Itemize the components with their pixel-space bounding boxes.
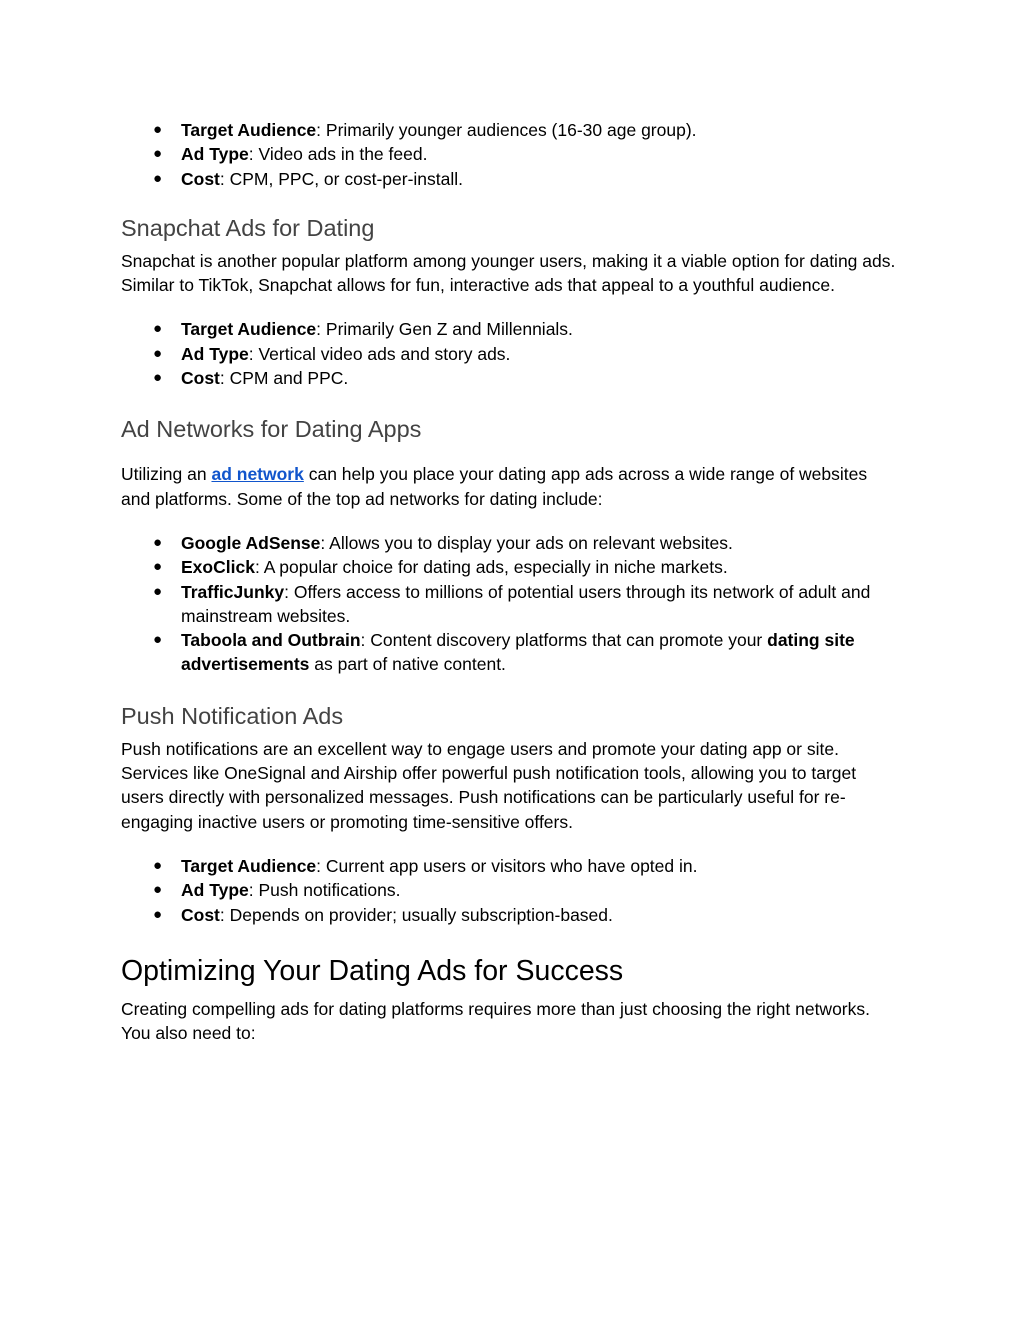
list-item-label: Target Audience [181, 120, 317, 140]
snapchat-ad-details-list [121, 317, 901, 390]
list-item-label: ExoClick [181, 557, 255, 578]
list-item-label: Target Audience [181, 855, 317, 876]
list-item-text: as part of native content. [309, 654, 506, 675]
ad-networks-paragraph [121, 462, 901, 511]
list-item-text: : CPM, PPC, or cost-per-install. [219, 168, 464, 189]
push-notification-paragraph: Push notifications are an excellent way to engage users and promote your dating app or site. Services like OneSignal and Airship offer powerful push notification tools, allowing you to target users directly with personalized messages. Push notifications can be particularly useful for re-engaging inactive users or promoting time-sensitive offers. [121, 738, 857, 832]
tiktok-ad-details-list [121, 118, 901, 191]
list-item-label: Google AdSense [181, 532, 321, 553]
bullet-icon: ● [153, 582, 163, 600]
list-item-text: : Video ads in the feed. [248, 144, 428, 165]
optimizing-heading: Optimizing Your Dating Ads for Success [121, 954, 624, 987]
bullet-icon: ● [153, 881, 163, 899]
ad-network-link[interactable]: ad network [211, 464, 304, 485]
ad-networks-list [121, 531, 901, 677]
paragraph-text: Utilizing an [121, 464, 212, 485]
list-item [121, 531, 901, 555]
list-item-text: : Allows you to display your ads on relevant websites. [320, 532, 733, 553]
list-item [121, 903, 901, 927]
list-item-text: : Current app users or visitors who have opted in. [316, 855, 698, 876]
list-item [121, 580, 901, 629]
bullet-icon: ● [153, 320, 163, 338]
bullet-icon: ● [153, 344, 163, 362]
snapchat-heading: Snapchat Ads for Dating [121, 214, 375, 241]
snapchat-paragraph: Snapchat is another popular platform among younger users, making it a viable option for dating ads. Similar to TikTok, Snapchat allows for fun, interactive ads that appeal to a youthful audience. [121, 250, 896, 296]
list-item-label: Ad Type [181, 880, 249, 901]
bullet-icon: ● [153, 145, 163, 163]
list-item [121, 878, 901, 902]
list-item [121, 142, 901, 166]
list-item [121, 118, 901, 142]
bullet-icon: ● [153, 558, 163, 576]
paragraph-text: can help you place your dating app ads across a wide range of websites and platforms. Some of the top ad networks for dating include: [121, 464, 868, 509]
list-item-text: : Primarily Gen Z and Millennials. [316, 319, 573, 340]
bullet-icon: ● [153, 169, 163, 187]
bullet-icon: ● [153, 369, 163, 387]
bullet-icon: ● [153, 631, 163, 649]
list-item-label: Ad Type [181, 144, 249, 165]
list-item-label: Cost [181, 368, 220, 389]
push-notification-heading: Push Notification Ads [121, 702, 344, 729]
list-item [121, 167, 901, 191]
ad-networks-heading: Ad Networks for Dating Apps [121, 416, 422, 443]
list-item [121, 366, 901, 390]
list-item-label: Cost [181, 168, 220, 189]
list-item-label: TrafficJunky [181, 581, 285, 602]
list-item-label: Target Audience [181, 319, 317, 340]
optimizing-paragraph: Creating compelling ads for dating platforms requires more than just choosing the right networks. You also need to: [121, 998, 870, 1044]
bullet-icon: ● [153, 121, 163, 138]
list-item-text: : Vertical video ads and story ads. [248, 343, 511, 364]
list-item-text: : Offers access to millions of potential users through its network of adult and mainstream websites. [181, 581, 871, 626]
bullet-icon: ● [153, 533, 163, 551]
list-item-text: : CPM and PPC. [219, 368, 349, 389]
list-item [121, 555, 901, 579]
list-item-label: Taboola and Outbrain [181, 630, 361, 651]
list-item-label: Cost [181, 904, 220, 925]
list-item-text: : Depends on provider; usually subscription-based. [219, 904, 613, 925]
list-item-label: Ad Type [181, 343, 249, 364]
list-item-bold-text: dating site advertisements [181, 630, 855, 675]
list-item-text: : A popular choice for dating ads, especially in niche markets. [254, 557, 728, 578]
list-item-text: : Push notifications. [248, 880, 401, 901]
bullet-icon: ● [153, 905, 163, 923]
list-item [121, 342, 901, 366]
list-item [121, 628, 901, 677]
list-item-text: : Content discovery platforms that can promote your [360, 630, 768, 651]
list-item [121, 317, 901, 341]
document-page [121, 118, 901, 1045]
list-item-text: : Primarily younger audiences (16-30 age group). [316, 120, 697, 140]
bullet-icon: ● [153, 856, 163, 874]
push-ad-details-list [121, 854, 901, 927]
list-item [121, 854, 901, 878]
